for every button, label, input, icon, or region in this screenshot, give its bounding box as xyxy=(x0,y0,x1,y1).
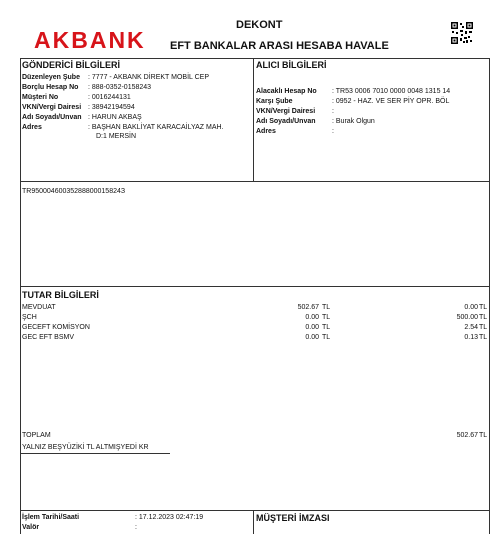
amount-row-name: GEC EFT BSMV xyxy=(22,334,74,341)
divider-footer-top xyxy=(20,510,490,511)
sender-value: : HARUN AKBAŞ xyxy=(88,114,142,121)
transaction-datetime-label: İşlem Tarihi/Saati xyxy=(22,514,80,521)
receiver-value: : 0952 - HAZ. VE SER PİY OPR. BÖL xyxy=(332,98,450,105)
sender-address-line2: D:1 MERSİN xyxy=(96,133,137,140)
transaction-type: EFT BANKALAR ARASI HESABA HAVALE xyxy=(170,40,389,52)
sender-value: : 888-0352-0158243 xyxy=(88,84,152,91)
amount-row-name: ŞCH xyxy=(22,314,37,321)
receiver-label: Alacaklı Hesap No xyxy=(256,88,317,95)
sender-value: : BAŞHAN BAKLİYAT KARACAİLYAZ MAH. xyxy=(88,124,224,131)
receiver-label: Karşı Şube xyxy=(256,98,293,105)
footer-column-divider xyxy=(253,510,254,534)
valor-label: Valör xyxy=(22,524,40,531)
total-label: TOPLAM xyxy=(22,432,51,439)
sender-value: : 7777 - AKBANK DİREKT MOBİL CEP xyxy=(88,74,209,81)
sender-value: : 0016244131 xyxy=(88,94,131,101)
valor-value: : xyxy=(135,524,137,531)
amount-column-1: 0.00 xyxy=(305,334,319,341)
sender-label: Düzenleyen Şube xyxy=(22,74,80,81)
sender-label: Müşteri No xyxy=(22,94,59,101)
receiver-label: Adres xyxy=(256,128,276,135)
akbank-logo: AKBANK xyxy=(34,27,146,53)
transaction-datetime-value: : 17.12.2023 02:47:19 xyxy=(135,514,204,521)
sender-label: Borçlu Hesap No xyxy=(22,84,79,91)
total-currency: TL xyxy=(479,432,488,439)
amounts-section-title: TUTAR BİLGİLERİ xyxy=(22,290,99,300)
receiver-value: : TR53 0006 7010 0000 0048 1315 14 xyxy=(332,88,451,95)
amount-column-2: 0.00 xyxy=(464,304,478,311)
receiver-label: VKN/Vergi Dairesi xyxy=(256,108,316,115)
amount-column-1-currency: TL xyxy=(322,314,331,321)
receiver-value: : xyxy=(332,108,334,115)
amount-column-1: 0.00 xyxy=(305,324,319,331)
sender-label: Adres xyxy=(22,124,42,131)
amount-row-name: GECEFT KOMİSYON xyxy=(22,324,90,331)
customer-signature-title: MÜŞTERİ İMZASI xyxy=(256,513,330,523)
sender-label: Adı Soyadı/Unvan xyxy=(22,114,82,121)
qr-code-icon xyxy=(451,22,473,44)
amount-row-name: MEVDUAT xyxy=(22,304,56,311)
divider-info-bottom xyxy=(20,181,490,182)
receiver-label: Adı Soyadı/Unvan xyxy=(256,118,316,125)
header-column-divider xyxy=(253,58,254,181)
document-title: DEKONT xyxy=(236,19,283,31)
amount-column-2-currency: TL xyxy=(479,314,488,321)
amount-column-1: 0.00 xyxy=(305,314,319,321)
amount-column-2: 2.54 xyxy=(464,324,478,331)
amount-column-2-currency: TL xyxy=(479,334,488,341)
sender-label: VKN/Vergi Dairesi xyxy=(22,104,82,111)
receiver-value: : Burak Olgun xyxy=(332,118,375,125)
amount-in-words: YALNIZ BEŞYÜZİKİ TL ALTMIŞYEDİ KR xyxy=(22,444,149,451)
total-value: 502.67 xyxy=(456,432,478,439)
sender-section-title: GÖNDERİCİ BİLGİLERİ xyxy=(22,60,121,70)
receiver-value: : xyxy=(332,128,334,135)
divider-reference-bottom xyxy=(20,286,490,287)
amount-column-1-currency: TL xyxy=(322,334,331,341)
receiver-section-title: ALICI BİLGİLERİ xyxy=(256,60,327,70)
amount-column-1-currency: TL xyxy=(322,304,331,311)
in-words-underline xyxy=(20,453,170,454)
sender-value: : 38942194594 xyxy=(88,104,135,111)
amount-column-2-currency: TL xyxy=(479,324,488,331)
amount-column-2: 500.00 xyxy=(456,314,478,321)
reference-number: TR95000460035288800015824З xyxy=(22,188,126,195)
amount-column-1: 502.67 xyxy=(297,304,319,311)
amount-column-2: 0.13 xyxy=(464,334,478,341)
amount-column-2-currency: TL xyxy=(479,304,488,311)
amount-column-1-currency: TL xyxy=(322,324,331,331)
